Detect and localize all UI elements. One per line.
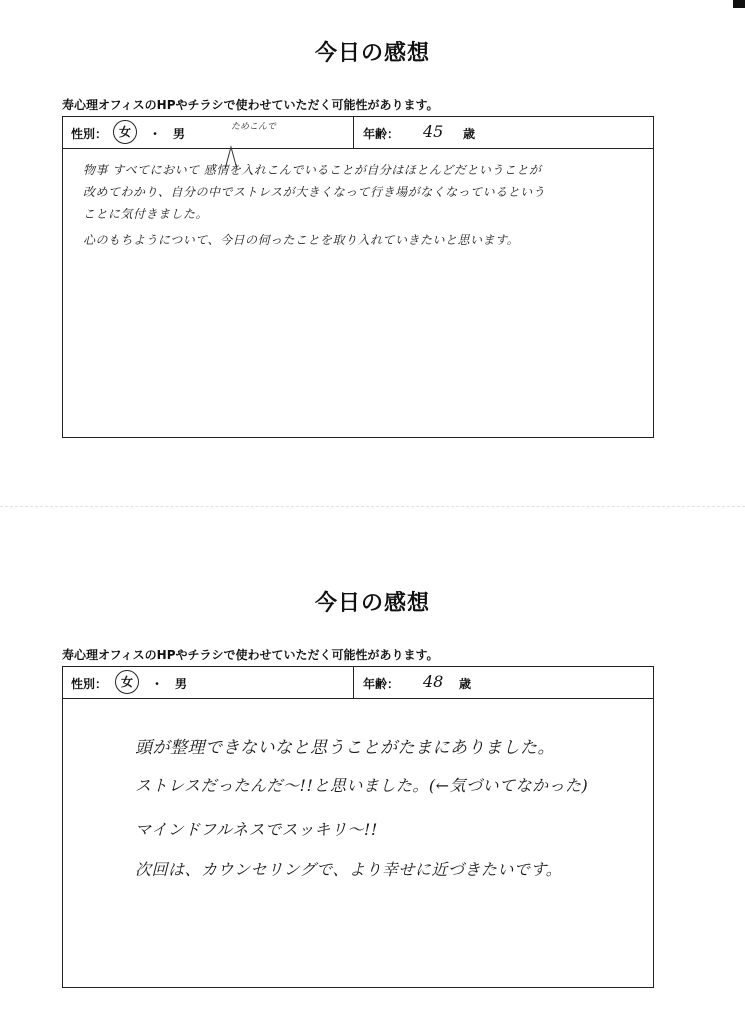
header-row bbox=[63, 667, 653, 699]
inserted-annotation: ためこんで bbox=[231, 122, 277, 132]
comment-line: マインドフルネスでスッキリ〜!! bbox=[135, 820, 378, 839]
comment-line: 頭が整理できないなと思うことがたまにありました。 bbox=[135, 738, 555, 758]
header-divider bbox=[353, 117, 354, 148]
gender-male: 男 bbox=[175, 677, 188, 691]
header-row bbox=[63, 117, 653, 149]
comment-line: ことに気付きました。 bbox=[83, 207, 209, 221]
response-box bbox=[62, 116, 654, 438]
gender-male: 男 bbox=[173, 127, 186, 141]
gender-label: 性別： bbox=[71, 127, 108, 141]
age-unit: 歳 bbox=[459, 677, 472, 691]
comment-line: 改めてわかり、自分の中でストレスが大きくなって行き場がなくなっているという bbox=[83, 185, 546, 199]
age-label: 年齢： bbox=[363, 127, 400, 141]
gender-label: 性別： bbox=[71, 677, 108, 691]
comment-line: 心のもちようについて、今日の伺ったことを取り入れていきたいと思います。 bbox=[83, 233, 520, 247]
comment-line: 次回は、カウンセリングで、より幸せに近づきたいです。 bbox=[135, 860, 563, 879]
gender-female-circled: 女 bbox=[115, 670, 139, 694]
age-value: 45 bbox=[423, 122, 444, 141]
gender-separator: ・ bbox=[151, 677, 164, 691]
header-divider bbox=[353, 667, 354, 698]
comment-line: 物事 すべてにおいて 感情を入れこんでいることが自分はほとんどだということが bbox=[83, 163, 542, 177]
gender-female-circled: 女 bbox=[113, 120, 137, 144]
usage-notice: 寿心理オフィスのHPやチラシで使わせていただく可能性があります。 bbox=[62, 648, 439, 662]
gender-separator: ・ bbox=[149, 127, 162, 141]
scan-corner-mark bbox=[733, 0, 745, 8]
usage-notice: 寿心理オフィスのHPやチラシで使わせていただく可能性があります。 bbox=[62, 98, 439, 112]
age-label: 年齢： bbox=[363, 677, 400, 691]
form-title: 今日の感想 bbox=[314, 591, 430, 616]
age-unit: 歳 bbox=[463, 127, 476, 141]
comment-line: ストレスだったんだ〜!!と思いました。(←気づいてなかった) bbox=[135, 776, 589, 795]
page-divider bbox=[0, 506, 745, 507]
age-value: 48 bbox=[423, 672, 444, 691]
response-box bbox=[62, 666, 654, 988]
form-title: 今日の感想 bbox=[314, 41, 430, 66]
